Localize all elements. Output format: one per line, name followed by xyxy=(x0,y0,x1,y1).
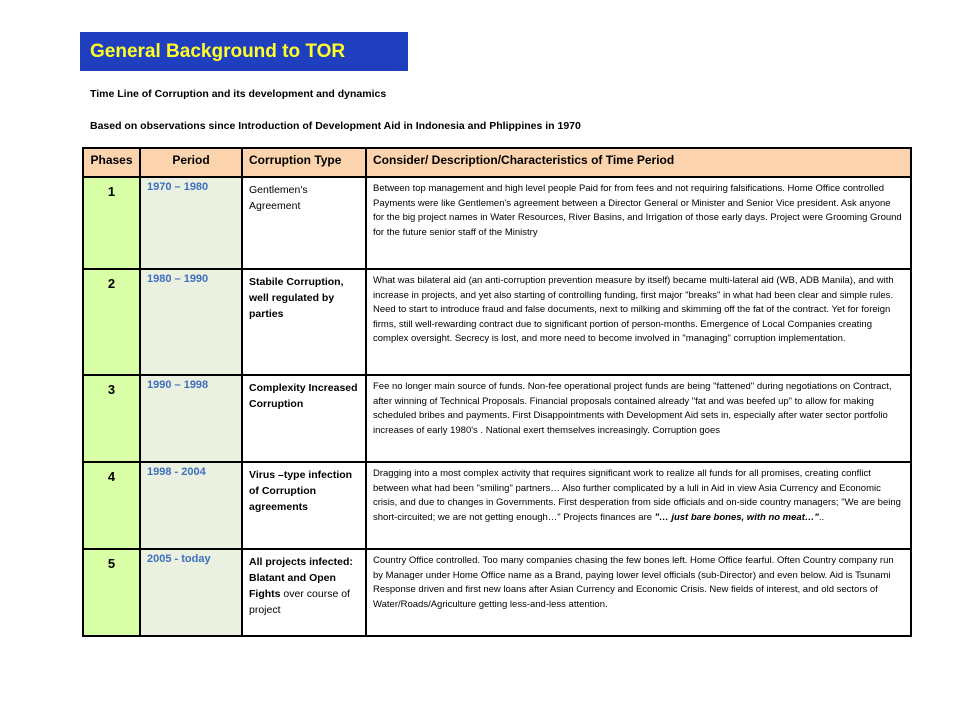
period-description xyxy=(366,462,911,549)
slide-title: General Background to TOR xyxy=(80,32,408,71)
header-phases: Phases xyxy=(83,148,140,177)
corruption-type-rest: well regulated by parties xyxy=(249,292,335,320)
subtitle-timeline: Time Line of Corruption and its development and dynamics xyxy=(90,88,387,100)
corruption-type-bold: All projects infected: Blatant and Open Fights xyxy=(249,556,353,600)
corruption-type: Gentlemen's Agreement xyxy=(242,177,366,269)
phase-number: 5 xyxy=(83,549,140,636)
subtitle-observations: Based on observations since Introduction of Development Aid in Indonesia and Phlippines in 1970 xyxy=(90,120,581,132)
period-range: 2005 - today xyxy=(140,549,242,636)
phase-number: 3 xyxy=(83,375,140,462)
phase-number: 4 xyxy=(83,462,140,549)
table-row xyxy=(83,462,911,549)
corruption-type-rest: over course of project xyxy=(249,588,350,616)
period-range: 1990 – 1998 xyxy=(140,375,242,462)
description-quote: "… just bare bones, with no meat…" xyxy=(654,511,819,523)
corruption-type-bold: Virus –type xyxy=(249,469,306,481)
period-description: Between top management and high level people Paid for from fees and not requiring falsifications. Home Office controlled Payments were like Gentlemen's agreement between a Director General or Minister and Senior Vice president. Ask anyone for the big project names in Water Resources, River Basins, and Irrigation of those early days. Project were Grooming Ground for the future senior staff of the Ministry xyxy=(366,177,911,269)
table-row xyxy=(83,549,911,636)
header-description: Consider/ Description/Characteristics of Time Period xyxy=(366,148,911,177)
table-row xyxy=(83,177,911,269)
period-range: 1980 – 1990 xyxy=(140,269,242,375)
corruption-timeline-table xyxy=(82,147,912,637)
phase-number: 1 xyxy=(83,177,140,269)
phase-number: 2 xyxy=(83,269,140,375)
corruption-type: Complexity Increased Corruption xyxy=(242,375,366,462)
corruption-type xyxy=(242,269,366,375)
period-description: Fee no longer main source of funds. Non-fee operational project funds are being "fattened" during negotiations on Contract, after winning of Technical Proposals. Financial proposals contained already "fat and was beefed up" to allow for making scheduled bribes and payments. First Disappointments with Development Aid sets in, especially after water sector portfolio increases of early 1980's . National exert themselves increasingly. Corruption goes xyxy=(366,375,911,462)
header-corruption-type: Corruption Type xyxy=(242,148,366,177)
description-text: Dragging into a most complex activity that requires significant work to realize all funds for all promises, creating conflict between what had been "smiling" partners… Also further complicated by a lull in Aid in view Asia Currency and Economic crisis, and due to changes in Governments. First desperation from side officials and on-side country managers; "We are being short-circuited; we are not getting enough…" Projects finances are xyxy=(373,468,901,523)
period-description: What was bilateral aid (an anti-corruption prevention measure by itself) became multi-lateral aid (WB, ADB Manila), and with increase in projects, and yet also starting of controlling funding, first major "breaks" in what had been clear and simple rules. Need to start to introduce fraud and false documents, next to milking and skimming off the fat of the contract. Yet for foreign firms, still well-rewarding contract due to significant portion of person-months. Emergence of Local Companies creating complex oversight. Secrecy is lost, and more need to become involved in "managing" corruption implementation. xyxy=(366,269,911,375)
period-range: 1970 – 1980 xyxy=(140,177,242,269)
period-range: 1998 - 2004 xyxy=(140,462,242,549)
corruption-type-bold: Stabile Corruption, xyxy=(249,276,344,288)
corruption-type xyxy=(242,462,366,549)
description-tail: .. xyxy=(818,511,825,523)
header-period: Period xyxy=(140,148,242,177)
table-row xyxy=(83,375,911,462)
table-row xyxy=(83,269,911,375)
corruption-type-rest: infection of Corruption agreements xyxy=(249,469,353,513)
corruption-type xyxy=(242,549,366,636)
period-description: Country Office controlled. Too many companies chasing the few bones left. Home Office fearful. Often Country company run by Manager under Home Office name as a Brand, paying lower level officials (sub-Director) and even below. Aid is Tsunami Response driven and first new loans after Asian Currency and Economic Crisis. New fields of interest, and old sectors of Water/Roads/Agriculture getting less-and-less attention. xyxy=(366,549,911,636)
table-header-row xyxy=(83,148,911,177)
